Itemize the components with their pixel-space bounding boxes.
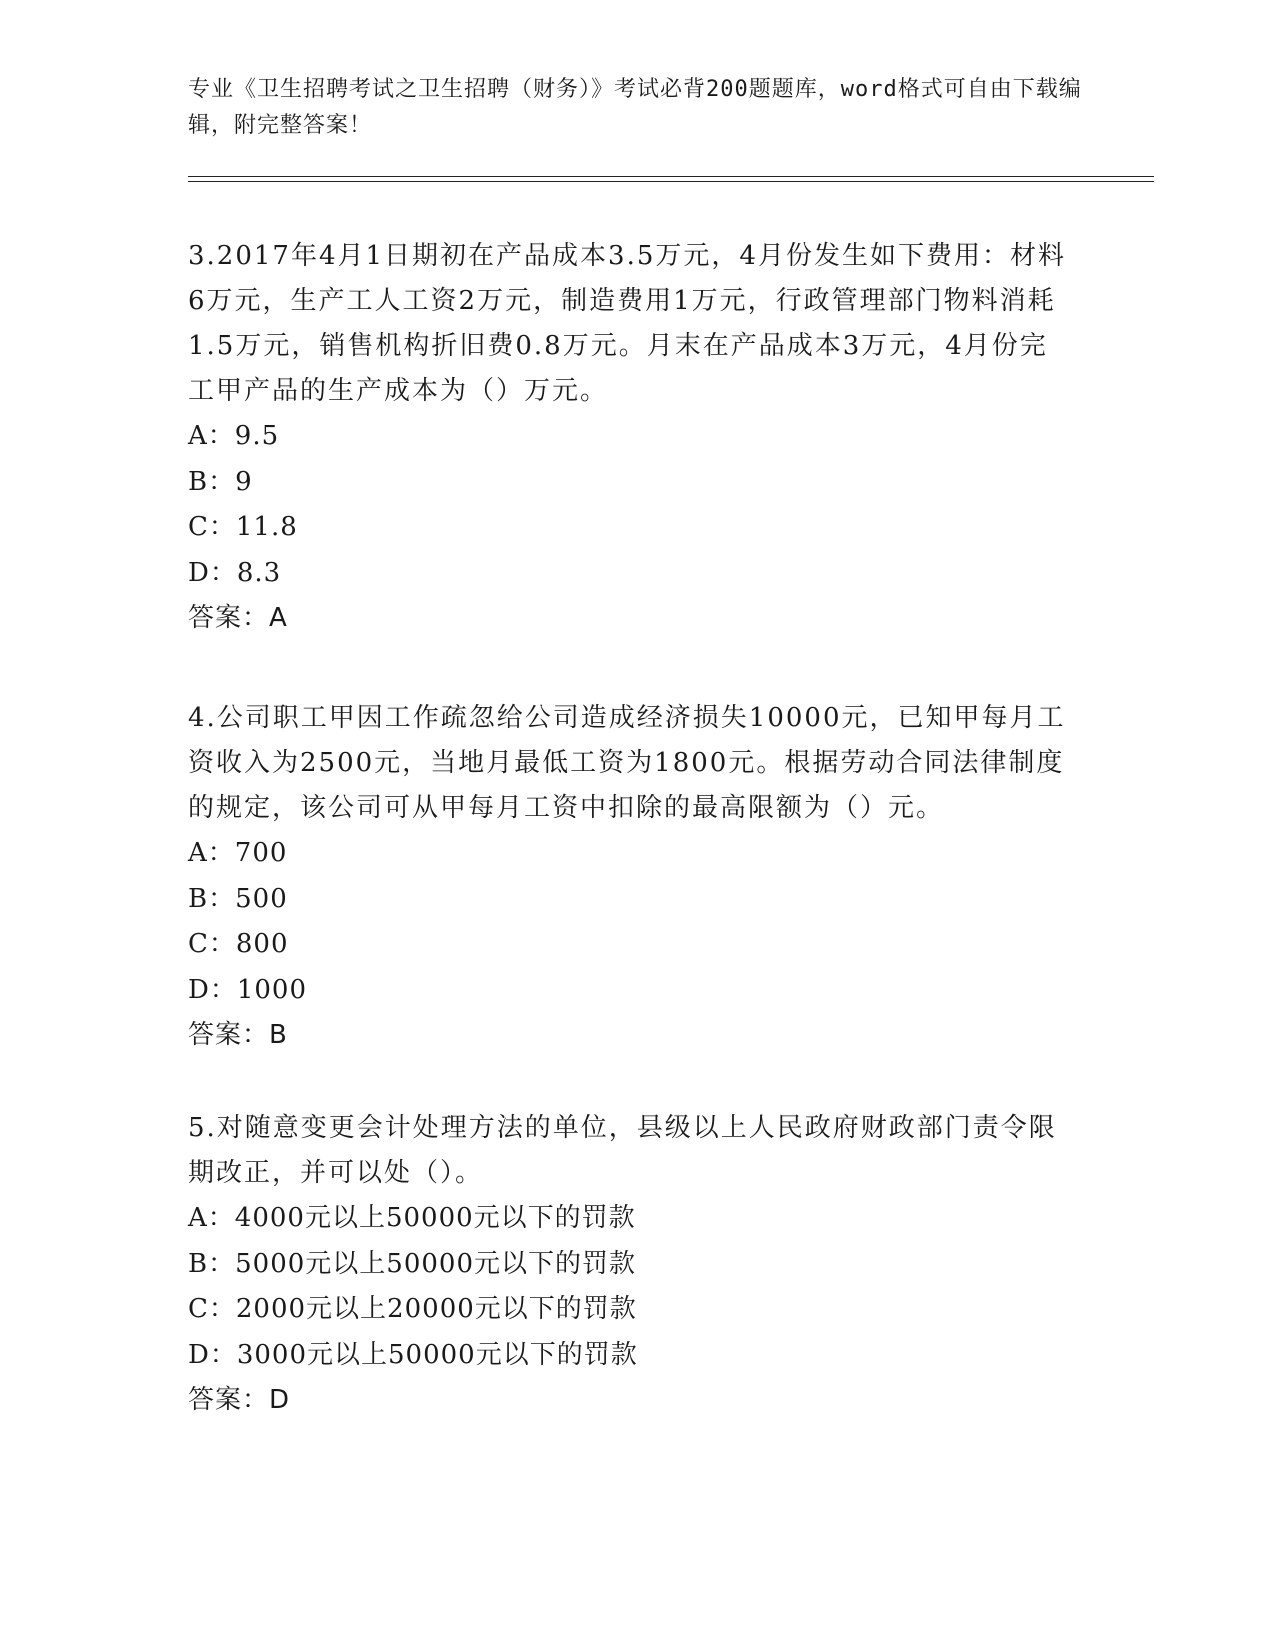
option-c: C：800 bbox=[188, 929, 289, 959]
option-b: B：9 bbox=[188, 466, 253, 497]
option-d: D：1000 bbox=[188, 974, 308, 1005]
option-d: D：8.3 bbox=[188, 557, 282, 588]
option-d: D：3000元以上50000元以下的罚款 bbox=[188, 1339, 638, 1370]
answer-line: 答案：A bbox=[188, 603, 288, 633]
option-a: A：4000元以上50000元以下的罚款 bbox=[188, 1203, 636, 1233]
question-3 bbox=[188, 234, 1068, 641]
question-4 bbox=[188, 696, 1068, 1058]
option-a: A：700 bbox=[188, 838, 288, 868]
header-divider-top bbox=[188, 176, 1154, 177]
option-c: C：11.8 bbox=[188, 512, 298, 542]
question-stem: 3.2017年4月1日期初在产品成本3.5万元，4月份发生如下费用：材料6万元，生产工人工资2万元，制造费用1万元，行政管理部门物料消耗1.5万元，销售机构折旧费0.8万元。月末在产品成本3万元，4月份完工甲产品的生产成本为（）万元。 bbox=[188, 241, 1066, 406]
question-5 bbox=[188, 1106, 1068, 1423]
question-stem: 5.对随意变更会计处理方法的单位，县级以上人民政府财政部门责令限期改正，并可以处（）。 bbox=[188, 1113, 1057, 1188]
question-stem: 4.公司职工甲因工作疏忽给公司造成经济损失10000元，已知甲每月工资收入为2500元，当地月最低工资为1800元。根据劳动合同法律制度的规定，该公司可从甲每月工资中扣除的最高限额为（）元。 bbox=[188, 703, 1066, 823]
option-b: B：500 bbox=[188, 883, 288, 914]
document-header: 专业《卫生招聘考试之卫生招聘（财务）》考试必背200题题库，word格式可自由下载编辑，附完整答案！ bbox=[188, 77, 1082, 138]
answer-line: 答案：D bbox=[188, 1385, 291, 1415]
option-a: A：9.5 bbox=[188, 421, 280, 451]
answer-line: 答案：B bbox=[188, 1020, 288, 1050]
header-divider-bottom bbox=[188, 181, 1154, 182]
option-c: C：2000元以上20000元以下的罚款 bbox=[188, 1294, 637, 1324]
option-b: B：5000元以上50000元以下的罚款 bbox=[188, 1248, 636, 1279]
